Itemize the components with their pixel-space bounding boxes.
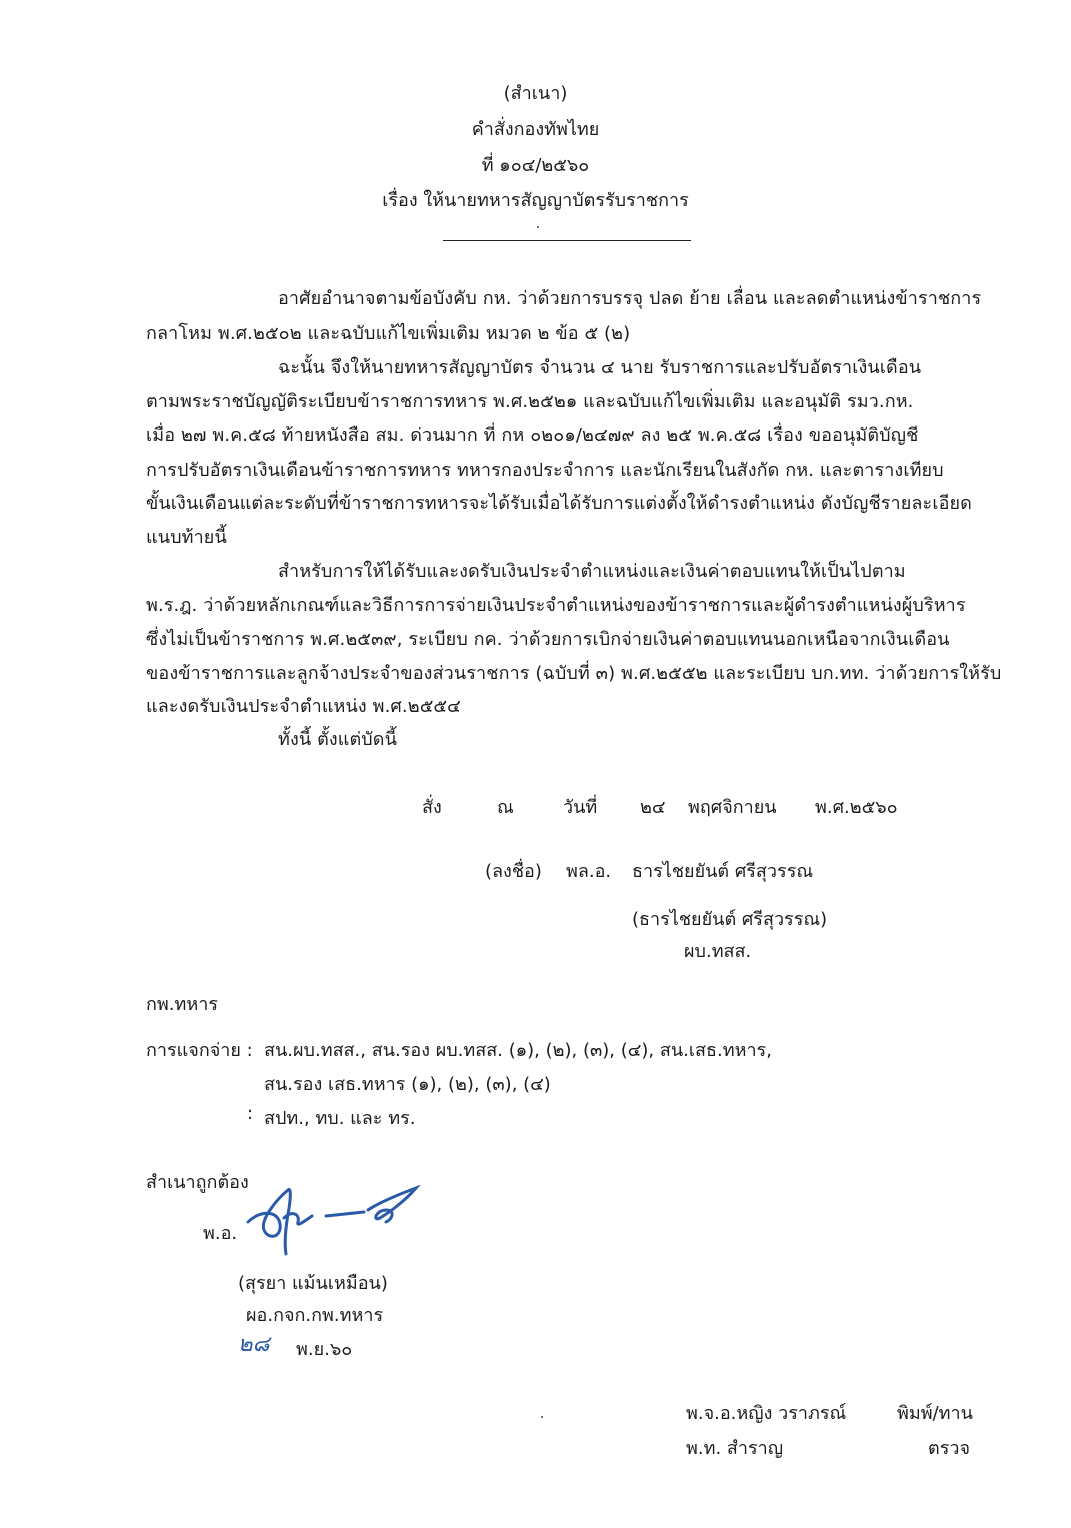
checker-role: ตรวจ: [928, 1438, 971, 1459]
certification-month: พ.ย.๖๐: [296, 1339, 353, 1360]
issuing-unit: กพ.ทหาร: [146, 994, 218, 1015]
body-p2-line-6: แนบท้ายนี้: [146, 527, 227, 548]
certifier-rank: พ.อ.: [203, 1223, 238, 1244]
dateline-at: ณ: [497, 797, 514, 818]
handwritten-day: ๒๘: [238, 1332, 270, 1357]
effective-date-text: ทั้งนี้ ตั้งแต่บัดนี้: [278, 729, 397, 750]
body-p3-line-5: และงดรับเงินประจำตำแหน่ง พ.ศ.๒๕๕๔: [146, 696, 461, 717]
handwritten-signature: [240, 1180, 425, 1260]
order-title: คำสั่งกองทัพไทย: [471, 119, 600, 140]
distribution-line-2: สน.รอง เสธ.ทหาร (๑), (๒), (๓), (๔): [264, 1074, 551, 1095]
distribution-label: การแจกจ่าย :: [146, 1040, 253, 1061]
body-p3-line-1: สำหรับการให้ได้รับและงดรับเงินประจำตำแหน่งและเงินค่าตอบแทนให้เป็นไปตาม: [278, 561, 906, 582]
body-p2-line-5: ขั้นเงินเดือนแต่ละระดับที่ข้าราชการทหารจะได้รับเมื่อได้รับการแต่งตั้งให้ดำรงตำแหน่ง ดังบัญชีรายละเอียด: [146, 493, 972, 514]
body-p3-line-3: ซึ่งไม่เป็นข้าราชการ พ.ศ.๒๕๓๙, ระเบียบ กค. ว่าด้วยการเบิกจ่ายเงินค่าตอบแทนนอกเหนือจากเงินเดือน: [146, 629, 950, 650]
dot-mark: [537, 226, 539, 228]
signatory-name: ธารไชยยันต์ ศรีสุวรรณ: [632, 861, 814, 882]
typist-role: พิมพ์/ทาน: [897, 1403, 973, 1424]
dateline-day-label: วันที่: [563, 797, 598, 818]
distribution-line-1: สน.ผบ.ทสส., สน.รอง ผบ.ทสส. (๑), (๒), (๓), (๔), สน.เสธ.ทหาร,: [264, 1040, 772, 1061]
body-p1-line-1: อาศัยอำนาจตามข้อบังคับ กห. ว่าด้วยการบรรจุ ปลด ย้าย เลื่อน และลดตำแหน่งข้าราชการ: [278, 288, 982, 309]
certifier-position: ผอ.กจก.กพ.ทหาร: [246, 1305, 384, 1326]
signatory-position: ผบ.ทสส.: [684, 941, 752, 962]
distribution-line-3: สปท., ทบ. และ ทร.: [264, 1108, 416, 1129]
typist-name: พ.จ.อ.หญิง วราภรณ์: [686, 1403, 847, 1424]
certified-copy-label: สำเนาถูกต้อง: [146, 1172, 249, 1193]
body-p3-line-2: พ.ร.ฎ. ว่าด้วยหลักเกณฑ์และวิธีการการจ่ายเงินประจำตำแหน่งของข้าราชการและผู้ดำรงตำแหน่งผู้บริหาร: [146, 595, 966, 616]
body-p2-line-3: เมื่อ ๒๗ พ.ค.๕๘ ท้ายหนังสือ สม. ด่วนมาก ที่ กห ๐๒๐๑/๒๔๗๙ ลง ๒๕ พ.ค.๕๘ เรื่อง ขออนุมัติบัญชี: [146, 425, 919, 446]
signatory-name-parenthetical: (ธารไชยยันต์ ศรีสุวรรณ): [632, 909, 828, 930]
copy-mark: (สำเนา): [503, 83, 568, 104]
body-p1-line-2: กลาโหม พ.ศ.๒๕๐๒ และฉบับแก้ไขเพิ่มเติม หมวด ๒ ข้อ ๕ (๒): [146, 323, 631, 344]
dateline-day: ๒๔: [640, 797, 666, 818]
distribution-colon: :: [247, 1103, 254, 1124]
header-divider: [443, 240, 691, 241]
dot-mark: [541, 1416, 543, 1418]
body-p2-line-1: ฉะนั้น จึงให้นายทหารสัญญาบัตร จำนวน ๔ นาย รับราชการและปรับอัตราเงินเดือน: [278, 357, 922, 378]
body-p2-line-2: ตามพระราชบัญญัติระเบียบข้าราชการทหาร พ.ศ.๒๕๒๑ และฉบับแก้ไขเพิ่มเติม และอนุมัติ รมว.กห.: [146, 391, 914, 412]
checker-name: พ.ท. สำราญ: [686, 1438, 784, 1459]
signed-label: (ลงชื่อ): [485, 861, 542, 882]
dateline-ordered: สั่ง: [422, 797, 442, 818]
certifier-name: (สุรยา แม้นเหมือน): [238, 1273, 388, 1294]
order-number: ที่ ๑๐๔/๒๕๖๐: [481, 155, 590, 176]
dateline-year: พ.ศ.๒๕๖๐: [815, 797, 898, 818]
signatory-rank: พล.อ.: [566, 861, 612, 882]
body-p2-line-4: การปรับอัตราเงินเดือนข้าราชการทหาร ทหารกองประจำการ และนักเรียนในสังกัด กห. และตารางเทียบ: [146, 460, 944, 481]
order-subject: เรื่อง ให้นายทหารสัญญาบัตรรับราชการ: [382, 190, 689, 211]
body-p3-line-4: ของข้าราชการและลูกจ้างประจำของส่วนราชการ (ฉบับที่ ๓) พ.ศ.๒๕๕๒ และระเบียบ บก.ทท. ว่าด้วยการให้รับ: [146, 663, 1002, 684]
dateline-month: พฤศจิกายน: [688, 797, 777, 818]
